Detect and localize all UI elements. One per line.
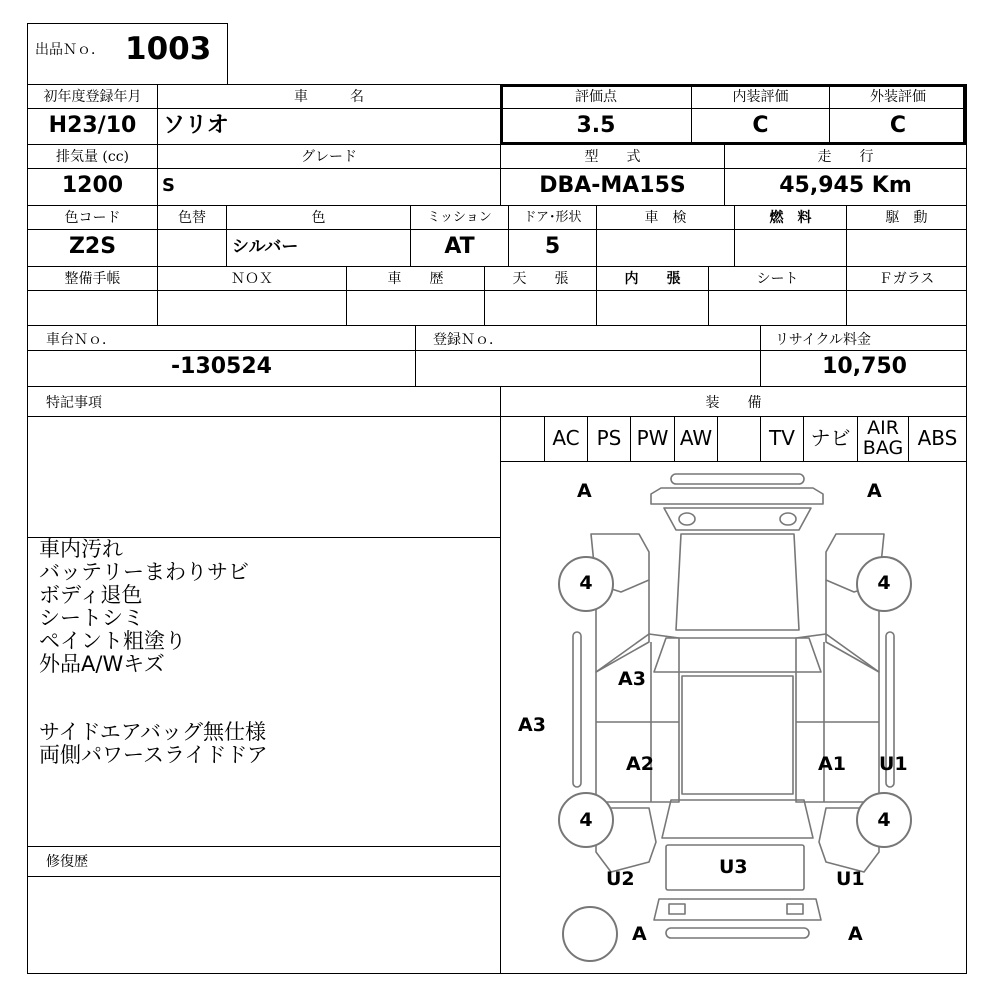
model-code-label: 型 式 — [584, 149, 641, 165]
equipment-item-aw: AW — [679, 426, 713, 450]
mark-rear-right: U1 — [836, 868, 865, 890]
score-value: 3.5 — [576, 113, 616, 138]
left-sill — [573, 632, 581, 787]
front-bumper — [651, 488, 823, 504]
front-glass-label: Ｆガラス — [878, 271, 935, 287]
nox-label: ＮＯＸ — [231, 271, 273, 287]
repair-history-label: 修復歴 — [46, 854, 88, 870]
note-line: ボディ退色 — [39, 583, 143, 607]
note-line: 車内汚れ — [39, 537, 123, 561]
interior-trim-label: 内 張 — [624, 271, 681, 287]
right-side-body — [796, 634, 879, 802]
note-line: サイドエアバッグ無仕様 — [39, 720, 267, 744]
displacement-label: 排気量 (cc) — [55, 149, 130, 165]
mission-value: AT — [444, 234, 475, 259]
color-label: 色 — [311, 210, 326, 226]
equipment-item-pw: PW — [636, 426, 669, 450]
equipment-item-navi: ナビ — [810, 426, 851, 450]
note-line: 外品A/Wキズ — [39, 652, 165, 676]
color-change-label: 色替 — [178, 210, 206, 226]
mark-left-side: A3 — [518, 714, 546, 736]
mark-tire-front-right: 4 — [877, 572, 891, 594]
equipment-label: 装 備 — [705, 395, 762, 411]
mark-back-left: A — [632, 923, 647, 945]
interior-rating-label: 内装評価 — [732, 89, 789, 105]
roof — [682, 676, 793, 794]
front-bumper-top — [671, 474, 804, 484]
mark-right-door: A1 — [818, 753, 846, 775]
vehicle-history-label: 車 歴 — [387, 271, 444, 287]
note-line: 両側パワースライドドア — [39, 743, 268, 767]
car-name-label: 車 名 — [294, 89, 364, 105]
mark-roof: A3 — [618, 668, 646, 690]
equipment-item-abs: ABS — [917, 426, 958, 450]
note-line: ペイント粗塗り — [39, 629, 186, 653]
equipment-item-ps: PS — [596, 426, 622, 450]
color-code-label: 色コード — [64, 210, 121, 226]
door-shape-value: 5 — [544, 234, 561, 259]
mark-back-right: A — [848, 923, 863, 945]
hood — [676, 534, 799, 630]
chassis-number-value: -130524 — [171, 354, 272, 379]
exterior-rating-label: 外装評価 — [870, 89, 926, 105]
grade-label: グレード — [301, 149, 357, 165]
recycle-fee-label: リサイクル料金 — [775, 332, 872, 348]
rear-bumper — [654, 899, 821, 920]
mileage-value: 45,945 Km — [779, 173, 912, 198]
model-code-value: DBA-MA15S — [539, 173, 686, 198]
note-line: シートシミ — [39, 606, 144, 630]
first-registration-label: 初年度登録年月 — [43, 89, 142, 105]
mark-front-right: A — [867, 480, 882, 502]
chassis-number-label: 車台Ｎｏ． — [46, 332, 116, 348]
registration-number-label: 登録Ｎｏ． — [433, 332, 503, 348]
left-side-body — [596, 634, 679, 802]
mark-front-left: A — [577, 480, 592, 502]
car-damage-diagram — [501, 462, 966, 973]
mission-label: ミッション — [427, 210, 492, 225]
color-value: シルバー — [232, 237, 299, 257]
mark-tire-rear-left: 4 — [579, 809, 593, 831]
displacement-value: 1200 — [61, 173, 124, 198]
interior-rating-value: C — [752, 113, 769, 138]
front-grille — [664, 508, 811, 530]
exterior-rating-value: C — [889, 113, 907, 138]
lot-number-value: 1003 — [125, 31, 212, 67]
grade-value: S — [162, 175, 175, 196]
mark-right-side: U1 — [879, 753, 908, 775]
spare-tire — [563, 907, 617, 961]
inspection-label: 車 検 — [644, 210, 687, 226]
recycle-fee-value: 10,750 — [822, 354, 907, 379]
first-registration-value: H23/10 — [48, 113, 137, 138]
equipment-item-ac: AC — [552, 426, 580, 450]
equipment-item-airbag: AIR BAG — [862, 417, 904, 459]
seat-label: シート — [756, 271, 799, 287]
color-code-value: Z2S — [68, 234, 117, 259]
car-name-value: ソリオ — [163, 113, 229, 138]
fuel-label: 燃 料 — [769, 210, 812, 226]
notes-label: 特記事項 — [46, 395, 102, 411]
note-line: バッテリーまわりサビ — [39, 560, 249, 584]
lot-number-label: 出品Ｎｏ． — [35, 42, 105, 58]
sunroof-label: 天 張 — [512, 271, 569, 287]
mileage-label: 走 行 — [817, 149, 874, 165]
score-label: 評価点 — [575, 89, 617, 105]
mark-rear-left: U2 — [606, 868, 635, 890]
drive-label: 駆 動 — [885, 210, 928, 226]
mark-tire-front-left: 4 — [579, 572, 593, 594]
door-shape-label: ドア･形状 — [523, 210, 582, 225]
maintenance-book-label: 整備手帳 — [64, 271, 121, 287]
mark-tire-rear-right: 4 — [877, 809, 891, 831]
mark-rear-center: U3 — [719, 856, 748, 878]
rear-window — [662, 800, 813, 838]
mark-left-door: A2 — [626, 753, 654, 775]
equipment-item-tv: TV — [769, 426, 795, 450]
